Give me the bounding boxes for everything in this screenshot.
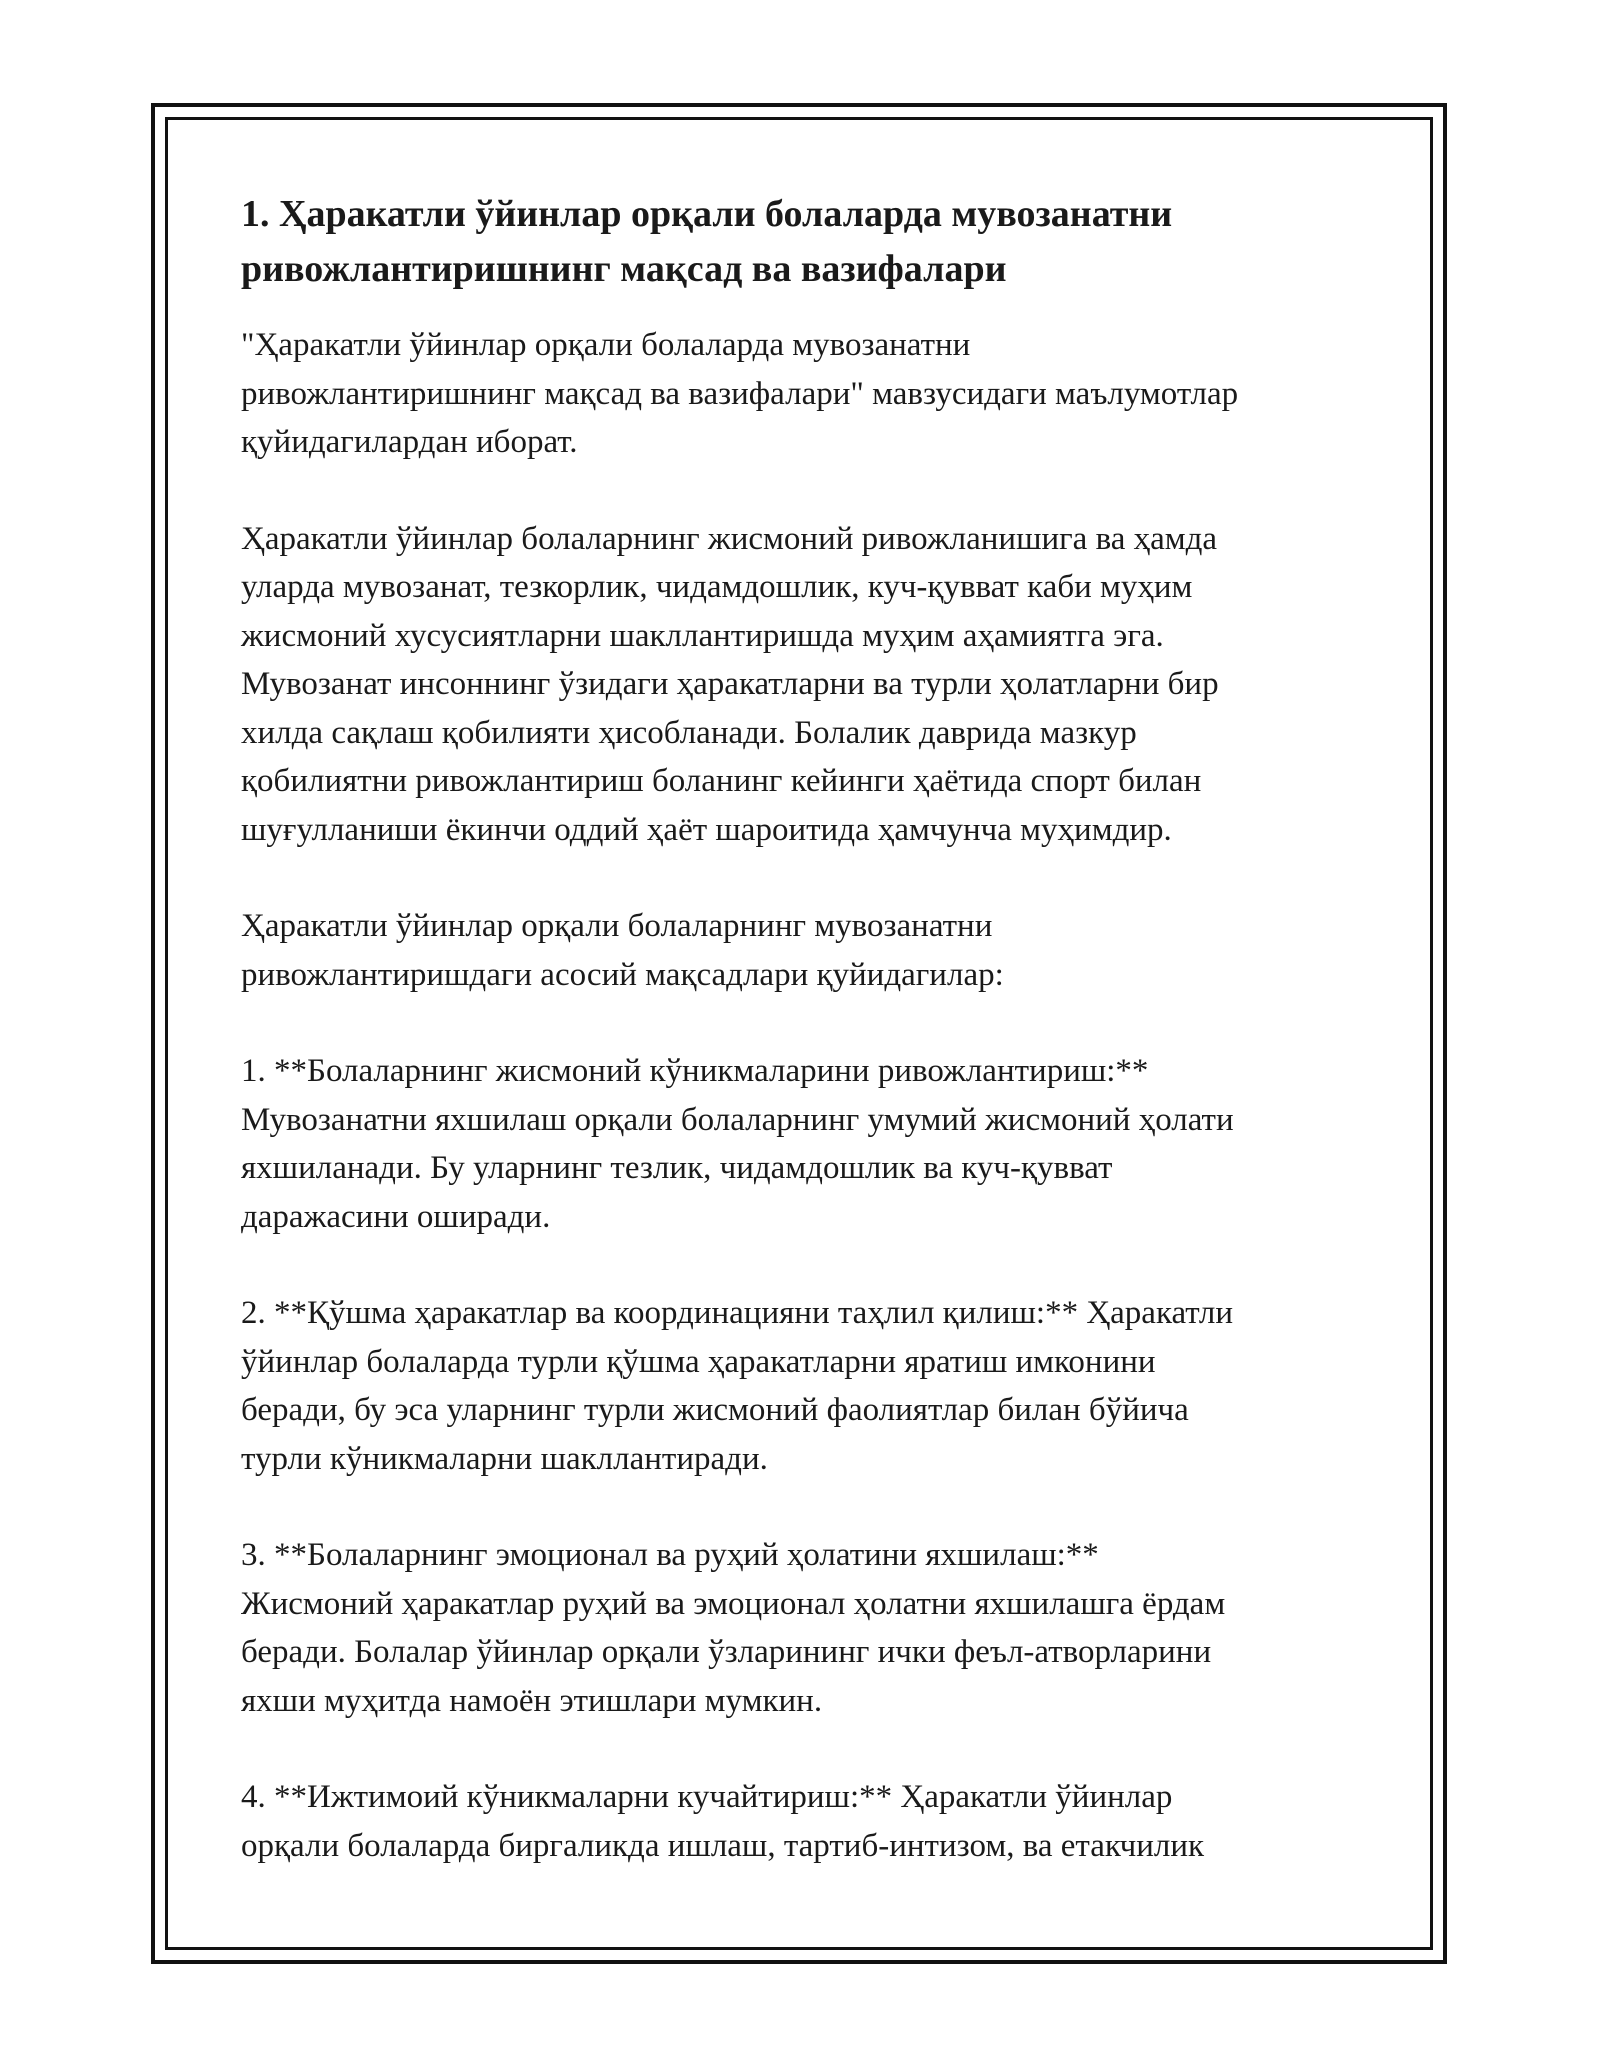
list-item-3: 3. **Болаларнинг эмоционал ва руҳий ҳолатини яхшилаш:** Жисмоний ҳаракатлар руҳий ва эмоционал ҳолатни яхшилашга ёрдам беради. Болалар ўйинлар орқали ўзларининг ички феъл-атворларини яхши муҳитда намоён этишлари мумкин. xyxy=(241,1537,1226,1719)
paragraph-goals-lead: Ҳаракатли ўйинлар орқали болаларнинг мувозанатни ривожлантиришдаги асосий мақсадлари қуйидагилар: xyxy=(241,908,1004,993)
list-item-1: 1. **Болаларнинг жисмоний кўникмаларини ривожлантириш:** Мувозанатни яхшилаш орқали болаларнинг умумий жисмоний ҳолати яхшиланади. Бу уларнинг тезлик, чидамдошлик ва куч-қувват даражасини оширади. xyxy=(241,1053,1234,1235)
page-border xyxy=(151,103,1447,1964)
list-item-2: 2. **Қўшма ҳаракатлар ва координацияни таҳлил қилиш:** Ҳаракатли ўйинлар болаларда турли қўшма ҳаракатларни яратиш имконини беради, бу эса уларнинг турли жисмоний фаолиятлар билан бўйича турли кўникмаларни шакллантиради. xyxy=(241,1295,1233,1477)
document-title: 1. Ҳаракатли ўйинлар орқали болаларда мувозанатни ривожлантиришнинг мақсад ва вазифалари xyxy=(241,193,1173,290)
paragraph-importance: Ҳаракатли ўйинлар болаларнинг жисмоний ривожланишига ва ҳамда уларда мувозанат, тезкорлик, чидамдошлик, куч-қувват каби муҳим жисмоний хусусиятларни шакллантиришда муҳим аҳамиятга эга. Мувозанат инсоннинг ўзидаги ҳаракатларни ва турли ҳолатларни бир хилда сақлаш қобилияти ҳисобланади. Болалик даврида мазкур қобилиятни ривожлантириш боланинг кейинги ҳаётида спорт билан шуғулланиши ёкинчи оддий ҳаёт шароитида ҳамчунча муҳимдир. xyxy=(241,520,1219,848)
paragraph-intro: "Ҳаракатли ўйинлар орқали болаларда мувозанатни ривожлантиришнинг мақсад ва вазифалари" мавзусидаги маълумотлар қуйидагилардан иборат. xyxy=(241,327,1239,460)
document-body xyxy=(241,187,1371,1918)
list-item-4: 4. **Ижтимоий кўникмаларни кучайтириш:** Ҳаракатли ўйинлар орқали болаларда биргаликда ишлаш, тартиб-интизом, ва етакчилик xyxy=(241,1779,1205,1864)
